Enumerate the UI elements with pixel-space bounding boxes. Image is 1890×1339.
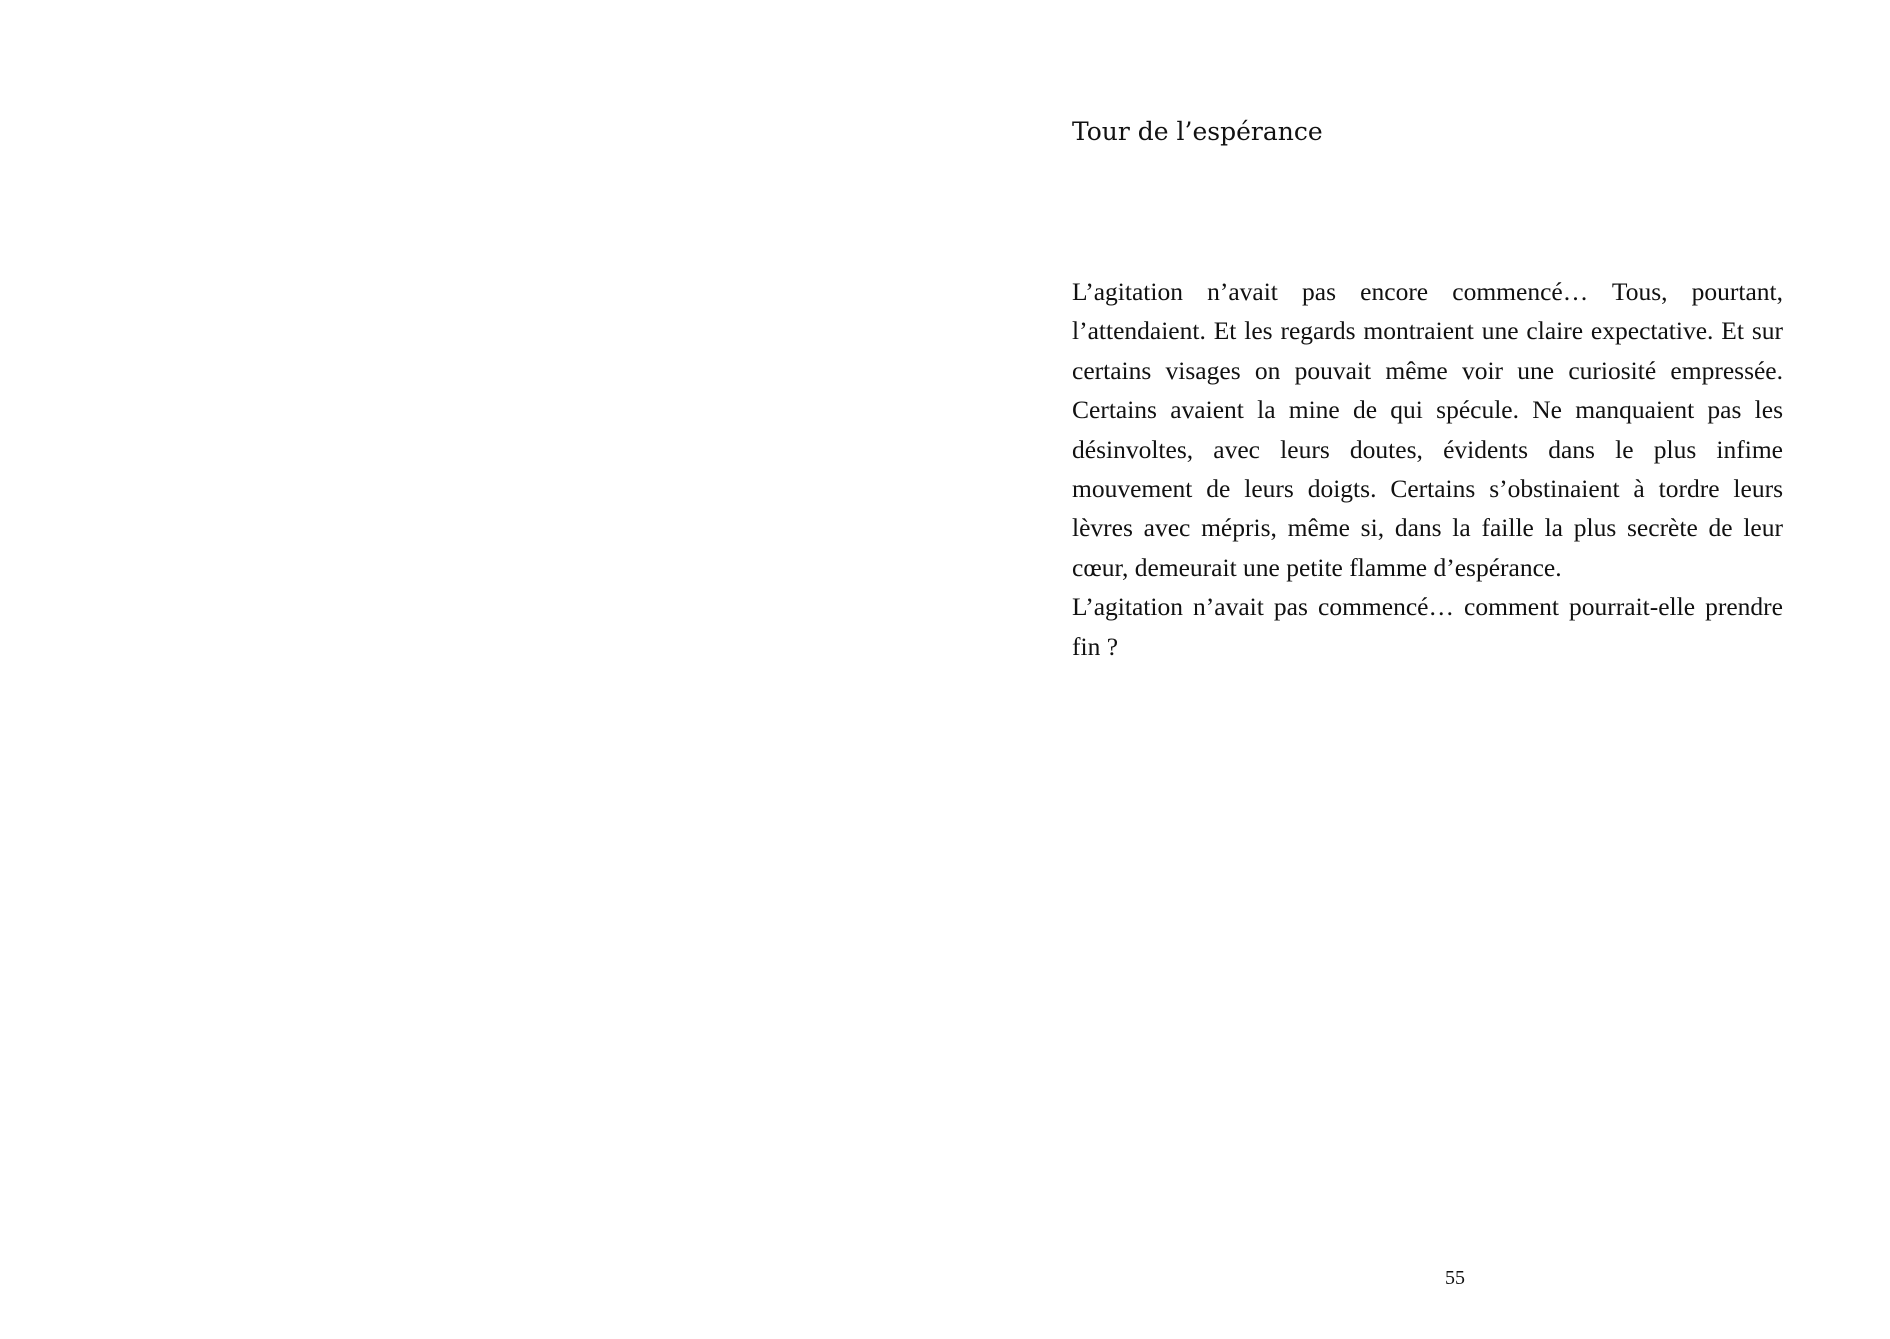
poem-title: Tour de l’espérance [1072,117,1323,146]
poem-body [1072,272,1783,666]
poem-paragraph-2: L’agitation n’avait pas commencé… comment pourrait-elle prendre fin ? [1072,592,1783,661]
right-page [945,0,1890,1339]
poem-paragraph-1: L’agitation n’avait pas encore commencé… Tous, pourtant, l’attendaient. Et les regards montraient une claire expectative. Et sur certains visages on pouvait même voir une curiosité empressée. Certains avaient la mine de qui spécule. Ne manquaient pas les désinvoltes, avec leurs doutes, évidents dans le plus infime mouvement de leurs doigts. Certains s’obstinaient à tordre leurs lèvres avec mépris, même si, dans la faille la plus secrète de leur cœur, demeurait une petite flamme d’espérance. [1072,277,1783,582]
page-number: 55 [1445,1267,1465,1289]
